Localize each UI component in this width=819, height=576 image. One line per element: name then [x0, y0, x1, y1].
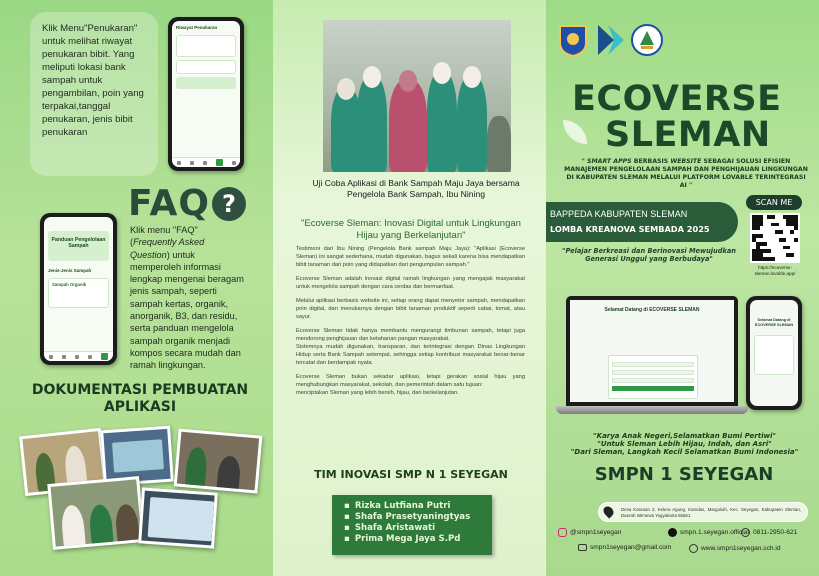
- body-paragraph: Ecoverse Sleman bukan sekadar aplikasi, tetapi gerakan sosial hijau yang menghubungkan masyarakat, sekolah, dan pemerintah dalam satu tujuan:: [296, 374, 525, 388]
- phone1-card: [176, 35, 236, 57]
- phone1-screen-title: Riwayat Penukaran: [176, 25, 218, 30]
- laptop-base: [556, 406, 748, 414]
- team-title: TIM INOVASI SMP N 1 SEYEGAN: [314, 468, 508, 481]
- phone1-card: [176, 77, 236, 89]
- quote-line: "Untuk Sleman Lebih Hijau, Indah, dan Asri": [597, 440, 772, 449]
- theme-quote: "Pelajar Berkreasi dan Berinovasi Mewujudkan Generasi Unggul yang Berbudaya": [562, 247, 736, 264]
- globe-icon: [689, 544, 698, 553]
- school-address: Desa Karanan 2, Kelera Agung, Kamdas, Margoluih, Kec. Seyegan, Kabupaten Sleman, Daerah Istimewa Yogyakarta 55561: [598, 502, 808, 522]
- doc-photo: [138, 487, 218, 548]
- school-name: SMPN 1 SEYEGAN: [594, 464, 774, 485]
- section-title: "Ecoverse Sleman: Inovasi Digital untuk Lingkungan Hijau yang Berkelanjutan": [301, 218, 521, 241]
- competition-label: LOMBA KREANOVA SEMBADA 2025: [550, 224, 710, 234]
- team-photo: [323, 20, 511, 172]
- tagline: " SMART APPS BERBASIS WEBSITE SEBAGAI SOLUSI EFISIEN MANAJEMEN PENGELOLAAN SAMPAH DAN PENGHIJAUAN LINGKUNGAN DI KABUPATEN SLEMAN MELALUI PLATFORM LOVABLE TERINTEGRASI AI ": [564, 158, 808, 189]
- body-paragraph: Sistemnya mudah digunakan, transparan, dan terintegrasi dengan Dinas Lingkungan Hidup serta Bank Sampah setempat, sehingga setiap kontribusi masyarakat benar-benar tercatat dan berdampak nyata.: [296, 344, 525, 366]
- phone2-nav: [44, 351, 113, 361]
- phone2-banner: Panduan Pengelolaan Sampah: [48, 231, 109, 261]
- team-list: [332, 495, 492, 555]
- kreanova-logo: [594, 23, 628, 57]
- website-contact[interactable]: [689, 544, 781, 553]
- email-address: smpn1seyegan@gmail.com: [590, 544, 672, 551]
- website-url: www.smpn1seyegan.sch.id: [701, 545, 781, 552]
- quote-line: "Dari Sleman, Langkah Kecil Selamatkan Bumi Indonesia": [570, 448, 799, 457]
- laptop-sub: [570, 315, 734, 329]
- phone2-card: Sampah Organik: [48, 278, 109, 308]
- tiktok-handle: smpn.1.seyegan.official: [680, 529, 749, 536]
- penukaran-text: Klik Menu"Penukaran" untuk melihat riwayat penukaran bibit. Yang meliputi lokasi bank sampah untuk pengambilan, poin yang terpakai,tanggal penukaran, jenis bibit penukaran: [42, 23, 144, 138]
- title-ecoverse: ECOVERSE: [572, 79, 782, 119]
- phone-faq: [40, 213, 117, 365]
- body-paragraph: Melalui aplikasi berbasis website ini, setiap orang dapat menyetor sampah, mendapatkan poin digital, dan menukarnya dengan bibit tanaman produktif seperti cabai, tomat, atau sayur.: [296, 298, 525, 320]
- phone2-section: Jenis-Jenis Sampah: [48, 268, 92, 273]
- instagram-contact[interactable]: [558, 528, 621, 537]
- phone-login-card: [754, 335, 794, 375]
- photo-caption: Uji Coba Aplikasi di Bank Sampah Maju Jaya bersama Pengelola Bank Sampah, Ibu Nining: [312, 178, 520, 199]
- email-icon: [578, 544, 587, 551]
- tiktok-contact[interactable]: [668, 528, 749, 537]
- bappeda-banner: [546, 202, 738, 242]
- team-member: ▪ Rizka Lutfiana Putri: [344, 501, 482, 512]
- phone-contact[interactable]: [741, 528, 797, 537]
- team-member: ▪ Shafa Aristawati: [344, 523, 482, 534]
- bappeda-label: BAPPEDA KABUPATEN SLEMAN: [550, 209, 688, 219]
- phone-penukaran: [168, 17, 244, 171]
- school-logo: [630, 23, 664, 57]
- instagram-icon: [558, 528, 567, 537]
- dokumentasi-title: DOKUMENTASI PEMBUATAN APLIKASI: [31, 382, 249, 415]
- sleman-logo: [556, 23, 590, 57]
- body-paragraph: Ecoverse Sleman tidak hanya membantu mengurangi timbunan sampah, tetapi juga mendorong penghijauan dan ketahanan pangan masyarakat.: [296, 328, 525, 342]
- faq-text: Klik menu "FAQ" (Frequently Asked Question) untuk memperoleh informasi lengkap mengenai beragam jenis sampah, seperti sampah kertas, organik, anorganik, B3, dan residu, serta panduan mengelola sampah organik menjadi kompos secara mudah dan ramah lingkungan.: [130, 225, 244, 371]
- question-icon: ?: [212, 187, 246, 221]
- email-contact[interactable]: [578, 544, 671, 551]
- body-paragraph: Testimoni dari Ibu Nining (Pengelola Bank sampah Maju Jaya): "Aplikasi (Ecoverse Sleman) ini sangat sederhana, mudah digunakan, bagus sekali karena bisa mendapatkan bibit tanaman dari poin yang didapatkan dari pengumpulan sampah.": [296, 246, 525, 268]
- faq-title: FAQ: [128, 183, 210, 224]
- phone1-nav: [172, 157, 240, 167]
- phone-welcome-title: Selamat Datang di ECOVERSE SLEMAN: [754, 318, 794, 327]
- phone-number: 0811-2950-621: [753, 529, 798, 536]
- phone-icon: [741, 528, 750, 537]
- laptop-welcome-title: Selamat Datang di ECOVERSE SLEMAN: [604, 307, 700, 313]
- body-paragraph: menciptakan Sleman yang lebih bersih, hijau, dan berkelanjutan.: [296, 390, 459, 396]
- phone1-card: [176, 60, 236, 74]
- title-sleman: SLEMAN: [605, 115, 771, 155]
- laptop-login-form: [608, 355, 698, 399]
- scan-me-label: SCAN ME: [746, 195, 802, 210]
- phone-welcome: [746, 296, 802, 410]
- laptop-mockup: [566, 296, 738, 406]
- team-member: ▪ Shafa Prasetyaningtyas: [344, 512, 482, 523]
- doc-photo: [174, 428, 263, 493]
- quote-line: "Karya Anak Negeri,Selamatkan Bumi Pertiwi": [593, 432, 776, 440]
- tiktok-icon: [668, 528, 677, 537]
- doc-photo: [47, 476, 144, 550]
- testimonial-body: [296, 245, 525, 403]
- qr-url: https://ecoverse-sleman.lovable.app/: [754, 265, 796, 276]
- motto-quotes: [557, 432, 812, 457]
- qr-code-icon[interactable]: [750, 213, 800, 263]
- team-member: ▪ Prima Mega Jaya S.Pd: [344, 534, 482, 545]
- instagram-handle: @smpn1seyegan: [570, 529, 622, 536]
- body-paragraph: Ecoverse Sleman adalah inovasi digital ramah lingkungan yang mengajak masyarakat untuk mengelola sampah dengan cara cerdas dan bermanfaat.: [296, 276, 525, 290]
